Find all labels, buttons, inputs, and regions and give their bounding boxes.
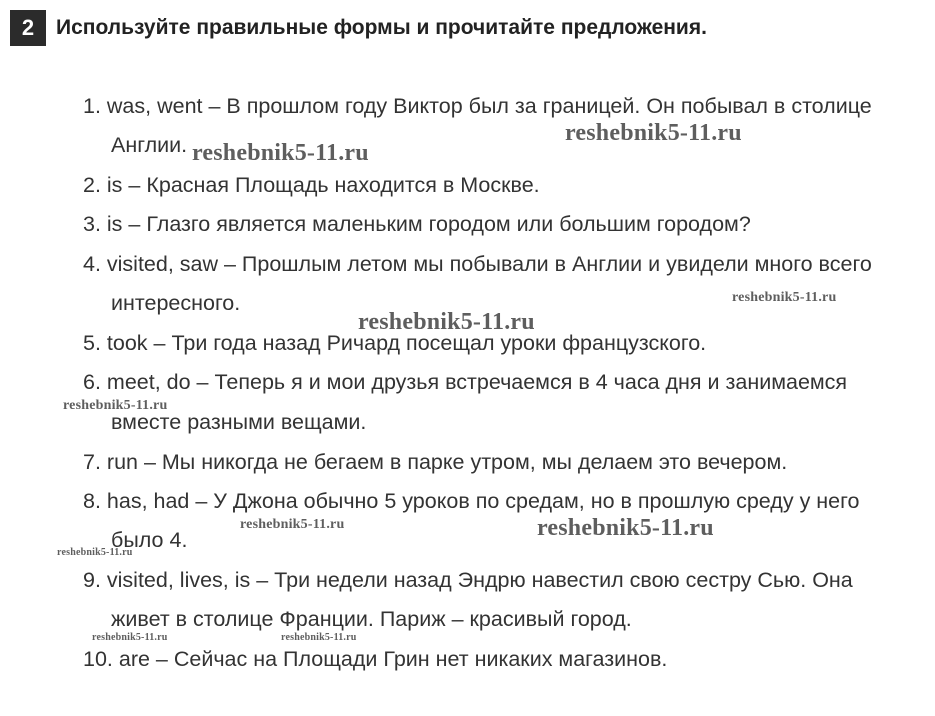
watermark-text: reshebnik5-11.ru [240, 517, 345, 532]
exercise-number-badge: 2 [10, 10, 46, 46]
exercise-title: Используйте правильные формы и прочитайте предложения. [56, 16, 707, 39]
answer-3: 3. is – Глазго является маленьким городом или большим городом? [83, 212, 751, 236]
watermark-text: reshebnik5-11.ru [63, 398, 168, 413]
answer-8-line-2: было 4. [111, 528, 188, 552]
answer-8-line-1: 8. has, had – У Джона обычно 5 уроков по средам, но в прошлую среду у него [83, 489, 860, 513]
watermark-text: reshebnik5-11.ru [57, 547, 133, 558]
answer-6-line-2: вместе разными вещами. [111, 410, 367, 434]
watermark-text: reshebnik5-11.ru [732, 290, 837, 305]
watermark-text: reshebnik5-11.ru [537, 515, 714, 541]
watermark-text: reshebnik5-11.ru [565, 120, 742, 146]
exercise-header [10, 10, 707, 46]
answer-7: 7. run – Мы никогда не бегаем в парке утром, мы делаем это вечером. [83, 450, 788, 474]
answer-10: 10. are – Сейчас на Площади Грин нет никаких магазинов. [83, 647, 668, 671]
answer-5: 5. took – Три года назад Ричард посещал уроки французского. [83, 331, 707, 355]
answer-6-line-1: 6. meet, do – Теперь я и мои друзья встречаемся в 4 часа дня и занимаемся [83, 370, 848, 394]
watermark-text: reshebnik5-11.ru [192, 140, 369, 166]
watermark-text: reshebnik5-11.ru [358, 309, 535, 335]
answer-9-line-1: 9. visited, lives, is – Три недели назад Эндрю навестил свою сестру Сью. Она [83, 568, 853, 592]
answer-2: 2. is – Красная Площадь находится в Москве. [83, 173, 540, 197]
watermark-text: reshebnik5-11.ru [281, 632, 357, 643]
answer-1-line-1: 1. was, went – В прошлом году Виктор был за границей. Он побывал в столице [83, 94, 872, 118]
answer-4-line-1: 4. visited, saw – Прошлым летом мы побывали в Англии и увидели много всего [83, 252, 872, 276]
answer-1-line-2: Англии. [111, 133, 188, 157]
answer-4-line-2: интересного. [111, 291, 241, 315]
answer-9-line-2: живет в столице Франции. Париж – красивый город. [111, 607, 632, 631]
watermark-text: reshebnik5-11.ru [92, 632, 168, 643]
